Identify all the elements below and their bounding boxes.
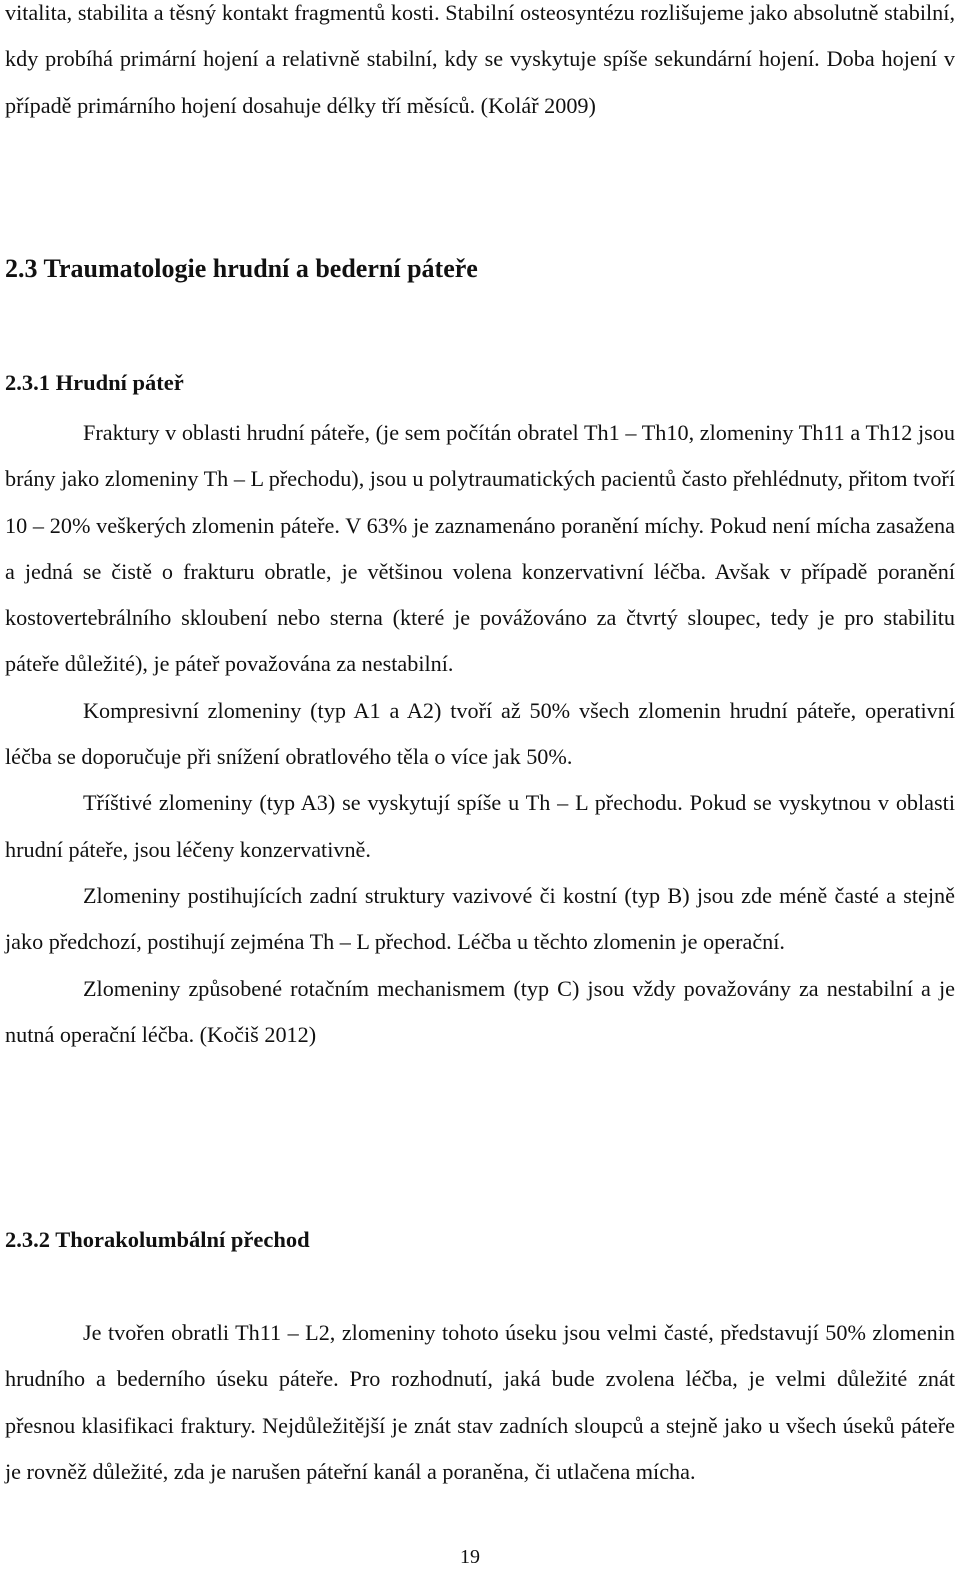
paragraph: Tříštivé zlomeniny (typ A3) se vyskytují spíše u Th – L přechodu. Pokud se vyskytnou v oblasti hrudní páteře, jsou léčeny konzervativně. — [5, 790, 955, 862]
paragraph: Kompresivní zlomeniny (typ A1 a A2) tvoří až 50% všech zlomenin hrudní páteře, operativní léčba se doporučuje při snížení obratlového těla o více jak 50%. — [5, 697, 955, 770]
paragraph: Je tvořen obratli Th11 – L2, zlomeniny tohoto úseku jsou velmi časté, představují 50% zlomenin hrudního a bederního úseku páteře. Pro rozhodnutí, jaká bude zvolena léčba, je velmi důležité znát přesnou klasifikaci fraktury. Nejdůležitější je znát stav zadních sloupců a stejně jako u všech úseků páteře je rovněž důležité, zda je narušen páteřní kanál a poraněna, či utlačena mícha. — [5, 1320, 955, 1484]
section-2-3-1-body — [5, 410, 955, 1058]
intro-block — [5, 0, 955, 129]
section-heading-2-3-1: 2.3.1 Hrudní páteř — [5, 370, 184, 395]
intro-paragraph: vitalita, stabilita a těsný kontakt fragmentů kosti. Stabilní osteosyntézu rozlišujeme jako absolutně stabilní, kdy probíhá primární hojení a relativně stabilní, kdy se vyskytuje spíše sekundární hojení. Doba hojení v případě primárního hojení dosahuje délky tří měsíců. (Kolář 2009) — [5, 0, 955, 118]
paragraph: Fraktury v oblasti hrudní páteře, (je sem počítán obratel Th1 – Th10, zlomeniny Th11 a Th12 jsou brány jako zlomeniny Th – L přechodu), jsou u polytraumatických pacientů často přehlédnuty, přitom tvoří 10 – 20% veškerých zlomenin páteře. V 63% je zaznamenáno poranění míchy. Pokud není mícha zasažena a jedná se čistě o frakturu obratle, je většinou volena konzervativní léčba. Avšak v případě poranění kostovertebrálního skloubení nebo sterna (které je povážováno za čtvrtý sloupec, tedy je pro stabilitu páteře důležité), je páteř považována za nestabilní. — [5, 420, 955, 677]
section-heading-2-3: 2.3 Traumatologie hrudní a bederní páteře — [5, 254, 478, 283]
paragraph: Zlomeniny postihujících zadní struktury vazivové či kostní (typ B) jsou zde méně časté a stejně jako předchozí, postihují zejména Th – L přechod. Léčba u těchto zlomenin je operační. — [5, 882, 955, 955]
paragraph: Zlomeniny způsobené rotačním mechanismem (typ C) jsou vždy považovány za nestabilní a je nutná operační léčba. (Kočiš 2012) — [5, 975, 955, 1047]
page-number: 19 — [460, 1546, 480, 1568]
section-heading-2-3-2: 2.3.2 Thorakolumbální přechod — [5, 1227, 310, 1252]
section-2-3-2-body — [5, 1310, 955, 1495]
